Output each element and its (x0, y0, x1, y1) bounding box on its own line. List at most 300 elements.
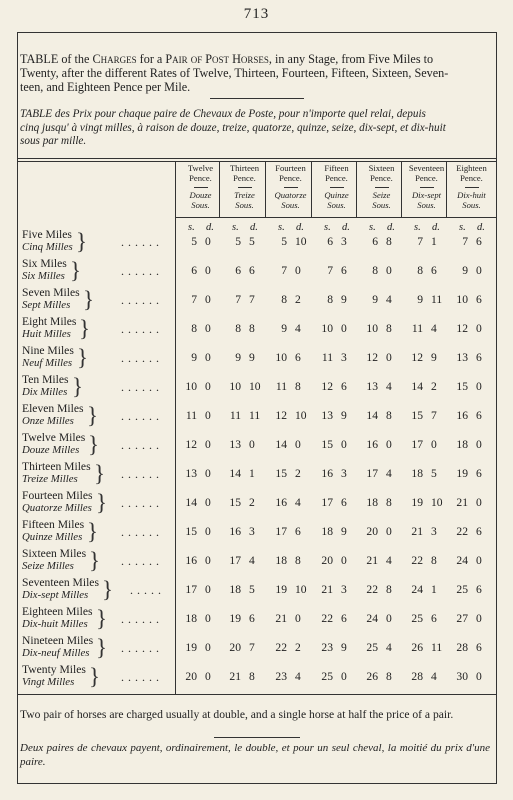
cell-shillings: 13 (366, 380, 378, 393)
cell-pence: 0 (205, 351, 211, 364)
cell-shillings: 10 (456, 293, 468, 306)
cell-shillings: 27 (456, 612, 468, 625)
cell-shillings: 9 (191, 351, 197, 364)
cell-pence: 6 (249, 612, 255, 625)
cell-shillings: 21 (275, 612, 287, 625)
cell-shillings: 15 (229, 496, 241, 509)
cell-shillings: 14 (275, 438, 287, 451)
cell-shillings: 26 (411, 641, 423, 654)
cell-pence: 7 (431, 409, 437, 422)
column-divider (446, 162, 447, 217)
cell-pence: 8 (386, 496, 392, 509)
cell-shillings: 18 (456, 438, 468, 451)
row-label-fr: Vingt Milles (22, 676, 75, 688)
cell-pence: 6 (476, 351, 482, 364)
cell-pence: 5 (249, 583, 255, 596)
cell-pence: 1 (431, 235, 437, 248)
cell-shillings: 13 (185, 467, 197, 480)
cell-pence: 7 (249, 293, 255, 306)
row-label-fr: Dix-neuf Milles (22, 647, 90, 659)
row-leader-dots: ...... (121, 235, 163, 249)
cell-shillings: 7 (327, 264, 333, 277)
row-label-fr: Huit Milles (22, 328, 71, 340)
cell-pence: 1 (249, 467, 255, 480)
table-row (18, 576, 496, 605)
cell-pence: 0 (476, 438, 482, 451)
column-header-en-unit: Pence. (279, 172, 302, 183)
column-header-fr-unit: Sous. (281, 199, 300, 210)
cell-shillings: 10 (275, 351, 287, 364)
table-row (18, 373, 496, 402)
cell-pence: 6 (476, 583, 482, 596)
cell-shillings: 8 (417, 264, 423, 277)
row-label-fr: Quatorze Milles (22, 502, 92, 514)
cell-shillings: 23 (275, 670, 287, 683)
table-row (18, 431, 496, 460)
row-brace: } (77, 345, 89, 370)
column-header-en-unit: Pence. (325, 172, 348, 183)
cell-shillings: 14 (229, 467, 241, 480)
unit-pence: d. (206, 222, 214, 233)
cell-shillings: 21 (366, 554, 378, 567)
cell-pence: 6 (476, 525, 482, 538)
cell-pence: 3 (249, 525, 255, 538)
table-row (18, 547, 496, 576)
cell-shillings: 10 (185, 380, 197, 393)
cell-pence: 4 (431, 670, 437, 683)
cell-pence: 8 (249, 670, 255, 683)
cell-pence: 7 (249, 641, 255, 654)
cell-pence: 0 (476, 670, 482, 683)
table-row (18, 344, 496, 373)
cell-pence: 8 (295, 380, 301, 393)
cell-pence: 4 (386, 293, 392, 306)
cell-shillings: 10 (321, 322, 333, 335)
column-header-fr-unit: Sous. (327, 199, 346, 210)
header-top-rule-double (17, 161, 497, 162)
cell-shillings: 18 (366, 496, 378, 509)
cell-pence: 4 (295, 322, 301, 335)
cell-pence: 4 (431, 322, 437, 335)
cell-shillings: 17 (366, 467, 378, 480)
table-row (18, 634, 496, 663)
column-header-en: Seventeen (408, 163, 445, 173)
cell-shillings: 24 (366, 612, 378, 625)
footnote-en: Two pair of horses are charged usually at double, and a single horse at half the price of a pair. (20, 708, 454, 721)
row-brace: } (72, 374, 84, 399)
cell-pence: 10 (249, 380, 261, 393)
row-leader-dots: ...... (121, 612, 163, 626)
row-brace: } (87, 403, 99, 428)
column-header (449, 164, 494, 216)
row-label-fr: Douze Milles (22, 444, 80, 456)
cell-shillings: 16 (456, 409, 468, 422)
cell-shillings: 25 (321, 670, 333, 683)
column-header-fr-unit: Sous. (235, 199, 254, 210)
cell-pence: 11 (431, 641, 443, 654)
cell-pence: 9 (341, 293, 347, 306)
column-header-dash (194, 187, 208, 188)
column-header-en: Eighteen (456, 163, 487, 173)
cell-pence: 6 (476, 641, 482, 654)
cell-pence: 0 (205, 670, 211, 683)
table-row (18, 402, 496, 431)
row-label-en: Fifteen Miles (22, 518, 85, 531)
cell-pence: 0 (476, 612, 482, 625)
cell-pence: 0 (295, 264, 301, 277)
column-header-en: Fourteen (275, 163, 306, 173)
unit-shillings: s. (459, 222, 466, 233)
cell-pence: 0 (386, 525, 392, 538)
cell-pence: 10 (295, 583, 307, 596)
cell-shillings: 28 (456, 641, 468, 654)
row-leader-dots: ...... (121, 496, 163, 510)
cell-shillings: 7 (462, 235, 468, 248)
cell-shillings: 21 (456, 496, 468, 509)
cell-pence: 4 (295, 670, 301, 683)
column-header (314, 164, 359, 216)
unit-pence: d. (296, 222, 304, 233)
row-label-fr: Dix-huit Milles (22, 618, 88, 630)
table-bottom-rule (17, 694, 497, 695)
column-header-dash (238, 187, 252, 188)
cell-pence: 0 (205, 293, 211, 306)
unit-pence: d. (477, 222, 485, 233)
row-label-en: Twenty Miles (22, 663, 86, 676)
cell-pence: 0 (205, 467, 211, 480)
cell-pence: 0 (205, 525, 211, 538)
row-label-en: Fourteen Miles (22, 489, 93, 502)
cell-pence: 5 (249, 235, 255, 248)
column-header (268, 164, 313, 216)
cell-pence: 0 (249, 438, 255, 451)
column-header-fr-unit: Sous. (191, 199, 210, 210)
cell-pence: 6 (249, 264, 255, 277)
cell-shillings: 12 (275, 409, 287, 422)
cell-pence: 0 (386, 438, 392, 451)
cell-pence: 6 (295, 351, 301, 364)
column-header-en-unit: Pence. (233, 172, 256, 183)
table-row (18, 605, 496, 634)
row-brace: } (96, 490, 108, 515)
cell-shillings: 25 (411, 612, 423, 625)
cell-shillings: 8 (191, 322, 197, 335)
cell-pence: 0 (205, 641, 211, 654)
column-header (222, 164, 267, 216)
column-header-en-unit: Pence. (460, 172, 483, 183)
cell-pence: 3 (341, 235, 347, 248)
row-brace: } (94, 461, 106, 486)
column-header-fr: Dix-sept (411, 190, 442, 200)
cell-shillings: 16 (275, 496, 287, 509)
row-brace: } (83, 287, 95, 312)
cell-shillings: 18 (411, 467, 423, 480)
row-leader-dots: ..... (130, 583, 165, 597)
row-leader-dots: ...... (121, 351, 163, 365)
cell-pence: 0 (341, 438, 347, 451)
cell-shillings: 22 (366, 583, 378, 596)
cell-pence: 4 (386, 380, 392, 393)
row-label-fr: Onze Milles (22, 415, 74, 427)
cell-shillings: 11 (321, 351, 333, 364)
page-number: 713 (243, 6, 270, 22)
table-row (18, 315, 496, 344)
unit-shillings: s. (232, 222, 239, 233)
cell-pence: 9 (341, 641, 347, 654)
cell-shillings: 12 (411, 351, 423, 364)
cell-pence: 0 (341, 670, 347, 683)
cell-shillings: 22 (411, 554, 423, 567)
table-row (18, 489, 496, 518)
cell-pence: 6 (341, 264, 347, 277)
cell-pence: 2 (431, 380, 437, 393)
cell-pence: 5 (431, 467, 437, 480)
cell-shillings: 18 (275, 554, 287, 567)
cell-pence: 9 (341, 409, 347, 422)
row-leader-dots: ...... (121, 554, 163, 568)
cell-shillings: 15 (321, 438, 333, 451)
cell-pence: 6 (476, 409, 482, 422)
cell-shillings: 15 (185, 525, 197, 538)
cell-shillings: 8 (327, 293, 333, 306)
column-header (359, 164, 404, 216)
cell-shillings: 20 (229, 641, 241, 654)
column-header-fr: Quinze (324, 190, 349, 200)
row-leader-dots: ...... (121, 641, 163, 655)
cell-pence: 0 (386, 264, 392, 277)
cell-shillings: 6 (372, 235, 378, 248)
cell-shillings: 5 (191, 235, 197, 248)
cell-shillings: 16 (229, 525, 241, 538)
cell-shillings: 9 (235, 351, 241, 364)
cell-shillings: 17 (411, 438, 423, 451)
cell-shillings: 7 (235, 293, 241, 306)
cell-pence: 4 (386, 554, 392, 567)
cell-pence: 0 (205, 264, 211, 277)
cell-pence: 6 (341, 380, 347, 393)
cell-shillings: 6 (235, 264, 241, 277)
cell-shillings: 9 (417, 293, 423, 306)
cell-shillings: 18 (321, 525, 333, 538)
column-header-en-unit: Pence. (415, 172, 438, 183)
cell-pence: 0 (341, 554, 347, 567)
cell-pence: 4 (386, 467, 392, 480)
unit-shillings: s. (324, 222, 331, 233)
cell-pence: 4 (386, 641, 392, 654)
column-header-en: Sixteen (368, 163, 395, 173)
column-header (404, 164, 449, 216)
cell-pence: 11 (431, 293, 443, 306)
cell-shillings: 13 (229, 438, 241, 451)
column-header-dash (284, 187, 298, 188)
column-divider (311, 162, 312, 217)
cell-pence: 6 (476, 293, 482, 306)
cell-pence: 6 (476, 235, 482, 248)
cell-shillings: 13 (456, 351, 468, 364)
cell-pence: 0 (205, 438, 211, 451)
cell-shillings: 12 (185, 438, 197, 451)
cell-pence: 8 (386, 409, 392, 422)
column-header-dash (420, 187, 434, 188)
cell-pence: 0 (476, 496, 482, 509)
row-label-en: Thirteen Miles (22, 460, 91, 473)
cell-pence: 2 (295, 293, 301, 306)
row-leader-dots: ...... (121, 525, 163, 539)
column-header-en-unit: Pence. (189, 172, 212, 183)
column-divider (265, 162, 266, 217)
table-row (18, 663, 496, 692)
cell-pence: 9 (431, 351, 437, 364)
cell-pence: 0 (205, 583, 211, 596)
cell-pence: 0 (205, 496, 211, 509)
cell-pence: 0 (386, 351, 392, 364)
row-label-fr: Sept Milles (22, 299, 71, 311)
title-separator (210, 98, 304, 99)
cell-pence: 0 (386, 612, 392, 625)
row-brace: } (79, 316, 91, 341)
unit-shillings: s. (369, 222, 376, 233)
cell-shillings: 6 (191, 264, 197, 277)
footnote-fr: Deux paires de chevaux payent, ordinairement, le double, et pour un seul cheval, la moitié du prix d'une paire. (20, 742, 490, 768)
cell-pence: 10 (431, 496, 443, 509)
table-row (18, 286, 496, 315)
row-label-fr: Six Milles (22, 270, 65, 282)
column-header-en: Thirteen (229, 163, 260, 173)
row-label-fr: Cinq Milles (22, 241, 73, 253)
row-brace: } (96, 635, 108, 660)
cell-pence: 0 (476, 554, 482, 567)
column-header-fr-unit: Sous. (372, 199, 391, 210)
row-label-fr: Seize Milles (22, 560, 74, 572)
table-row (18, 518, 496, 547)
cell-shillings: 11 (411, 322, 423, 335)
row-label-en: Seven Miles (22, 286, 80, 299)
cell-shillings: 18 (229, 583, 241, 596)
table-row (18, 228, 496, 257)
cell-pence: 10 (295, 409, 307, 422)
cell-pence: 11 (249, 409, 261, 422)
cell-pence: 1 (431, 583, 437, 596)
cell-pence: 3 (341, 583, 347, 596)
cell-shillings: 12 (456, 322, 468, 335)
cell-shillings: 22 (275, 641, 287, 654)
column-header-fr: Dix-huit (457, 190, 486, 200)
unit-shillings: s. (414, 222, 421, 233)
cell-shillings: 13 (321, 409, 333, 422)
cell-pence: 8 (295, 554, 301, 567)
column-divider (401, 162, 402, 217)
cell-pence: 2 (295, 467, 301, 480)
table-title-en: TABLE of the Charges for a Pair of Post Horses, in any Stage, from Five Miles to Twenty, after the different Rates of Twelve, Thirteen, Fourteen, Fifteen, Sixteen, Seven- teen, and Eighteen Pence per Mile. (20, 52, 449, 94)
cell-pence: 6 (341, 612, 347, 625)
column-header (178, 164, 223, 216)
row-label-en: Sixteen Miles (22, 547, 87, 560)
row-label-fr: Dix-sept Milles (22, 589, 89, 601)
row-leader-dots: ...... (121, 409, 163, 423)
cell-pence: 6 (341, 496, 347, 509)
row-leader-dots: ...... (121, 264, 163, 278)
cell-shillings: 9 (372, 293, 378, 306)
cell-shillings: 16 (366, 438, 378, 451)
cell-shillings: 19 (275, 583, 287, 596)
cell-pence: 8 (386, 235, 392, 248)
unit-shillings: s. (188, 222, 195, 233)
column-header-fr: Douze (189, 190, 212, 200)
column-header-en: Twelve (187, 163, 214, 173)
column-header-en-unit: Pence. (370, 172, 393, 183)
cell-pence: 0 (476, 380, 482, 393)
cell-shillings: 16 (185, 554, 197, 567)
cell-pence: 0 (205, 554, 211, 567)
column-header-en: Fifteen (324, 163, 349, 173)
cell-pence: 6 (295, 525, 301, 538)
cell-shillings: 21 (229, 670, 241, 683)
column-header-fr-unit: Sous. (462, 199, 481, 210)
cell-shillings: 26 (366, 670, 378, 683)
row-brace: } (96, 606, 108, 631)
cell-shillings: 11 (275, 380, 287, 393)
column-header-fr: Quatorze (274, 190, 307, 200)
row-label-en: Nineteen Miles (22, 634, 94, 647)
cell-shillings: 21 (411, 525, 423, 538)
cell-shillings: 22 (456, 525, 468, 538)
cell-pence: 6 (431, 264, 437, 277)
cell-shillings: 23 (321, 641, 333, 654)
cell-shillings: 16 (321, 467, 333, 480)
cell-pence: 0 (205, 380, 211, 393)
cell-pence: 3 (341, 467, 347, 480)
cell-shillings: 10 (229, 380, 241, 393)
table-row (18, 257, 496, 286)
row-label-en: Six Miles (22, 257, 67, 270)
cell-shillings: 15 (275, 467, 287, 480)
cell-shillings: 11 (185, 409, 197, 422)
cell-pence: 9 (341, 525, 347, 538)
cell-shillings: 20 (366, 525, 378, 538)
cell-pence: 0 (476, 264, 482, 277)
cell-pence: 3 (431, 525, 437, 538)
cell-shillings: 8 (281, 293, 287, 306)
cell-shillings: 25 (366, 641, 378, 654)
row-label-fr: Quinze Milles (22, 531, 83, 543)
cell-pence: 0 (295, 438, 301, 451)
cell-shillings: 11 (229, 409, 241, 422)
row-brace: } (88, 432, 100, 457)
row-brace: } (87, 519, 99, 544)
cell-shillings: 5 (281, 235, 287, 248)
cell-pence: 9 (249, 351, 255, 364)
cell-pence: 0 (295, 612, 301, 625)
row-leader-dots: ...... (121, 467, 163, 481)
cell-shillings: 7 (417, 235, 423, 248)
cell-shillings: 25 (456, 583, 468, 596)
row-leader-dots: ...... (121, 380, 163, 394)
cell-shillings: 19 (229, 612, 241, 625)
cell-shillings: 12 (321, 380, 333, 393)
row-leader-dots: ...... (121, 438, 163, 452)
cell-pence: 0 (205, 612, 211, 625)
cell-shillings: 6 (327, 235, 333, 248)
cell-shillings: 9 (281, 322, 287, 335)
cell-shillings: 14 (366, 409, 378, 422)
column-divider (219, 162, 220, 217)
cell-pence: 4 (295, 496, 301, 509)
column-header-fr: Seize (372, 190, 391, 200)
cell-shillings: 9 (462, 264, 468, 277)
row-label-fr: Neuf Milles (22, 357, 73, 369)
row-brace: } (70, 258, 82, 283)
cell-shillings: 17 (321, 496, 333, 509)
